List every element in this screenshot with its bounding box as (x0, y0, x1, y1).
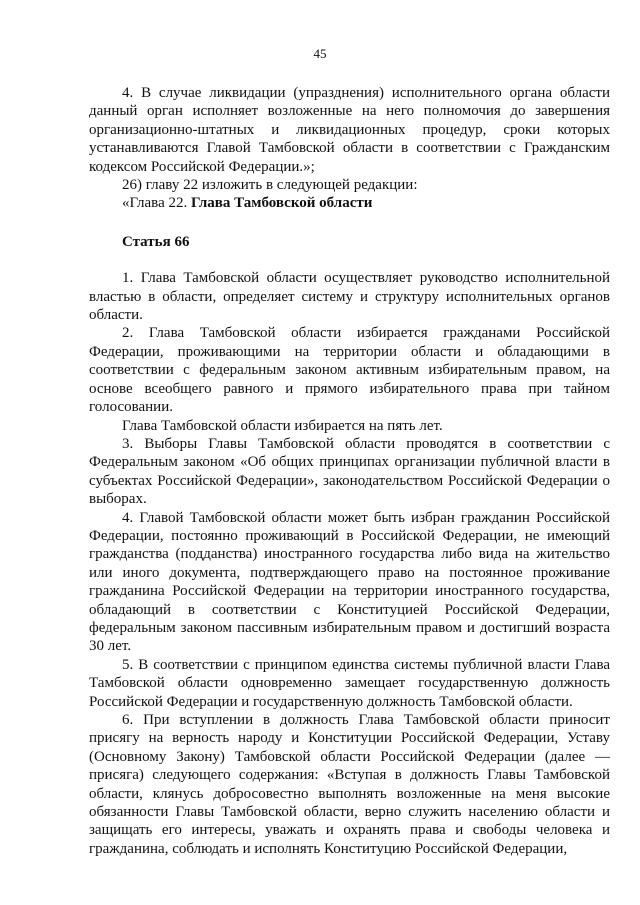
paragraph-1: 1. Глава Тамбовской области осуществляет руководство исполнительной властью в области, определяет систему и структуру исполнительных органов области. (89, 270, 610, 324)
paragraph-5: 5. В соответствии с принципом единства системы публичной власти Глава Тамбовской области одновременно замещает государственную должность Российской Федерации и государственную должность Тамбовской области. (89, 656, 610, 710)
paragraph-4: 4. Главой Тамбовской области может быть избран гражданин Российской Федерации, постоянно проживающий в Российской Федерации, не имеющий гражданства (подданства) иностранного государства либо вида на жительство или иного документа, подтверждающего право на постоянное проживание гражданина Российской Федерации на территории иностранного государства, обладающий в соответствии с Конституцией Российской Федерации, федеральным законом пассивным избирательным правом и достигший возраста 30 лет. (89, 509, 610, 655)
page-number: 45 (313, 46, 327, 61)
chapter-heading (89, 194, 610, 212)
chapter-title: Глава Тамбовской области (190, 195, 373, 212)
chapter-prefix: «Глава 22. (122, 195, 191, 212)
paragraph-6: 6. При вступлении в должность Глава Тамбовской области приносит присягу на верность народу и Конституции Российской Федерации, Уставу (Основному Закону) Тамбовской области Российской Федерации (далее — присяга) следующего содержания: «Вступая в должность Главы Тамбовской области, клянусь добросовестно выполнять возложенные на меня высокие обязанности Главы Тамбовской области, верно служить населению области и защищать его интересы, уважать и охранять права и свободы человека и гражданина, соблюдать и исполнять Конституцию Российской Федерации, (89, 712, 610, 857)
article-title: Статья 66 (122, 233, 190, 250)
document-body (89, 84, 610, 858)
paragraph-term: Глава Тамбовской области избирается на пять лет. (122, 417, 443, 434)
paragraph-2: 2. Глава Тамбовской области избирается гражданами Российской Федерации, проживающими на территории области и обладающими в соответствии с федеральным законом активным избирательным правом, на основе всеобщего равного и прямого избирательного права при тайном голосовании. (89, 325, 610, 416)
paragraph-liquidation: 4. В случае ликвидации (упразднения) исполнительного органа области данный орган исполняет возложенные на него полномочия до завершения организационно-штатных и ликвидационных процедур, сроки которых устанавливаются Главой Тамбовской области в соответствии с Гражданским кодексом Российской Федерации.»; (89, 85, 610, 175)
paragraph-amendment-26: 26) главу 22 изложить в следующей редакции: (122, 177, 418, 194)
paragraph-3: 3. Выборы Главы Тамбовской области проводятся в соответствии с Федеральным законом «Об общих принципах организации публичной власти в субъектах Российской Федерации», законодательством Российской Федерации о выборах. (89, 435, 610, 508)
